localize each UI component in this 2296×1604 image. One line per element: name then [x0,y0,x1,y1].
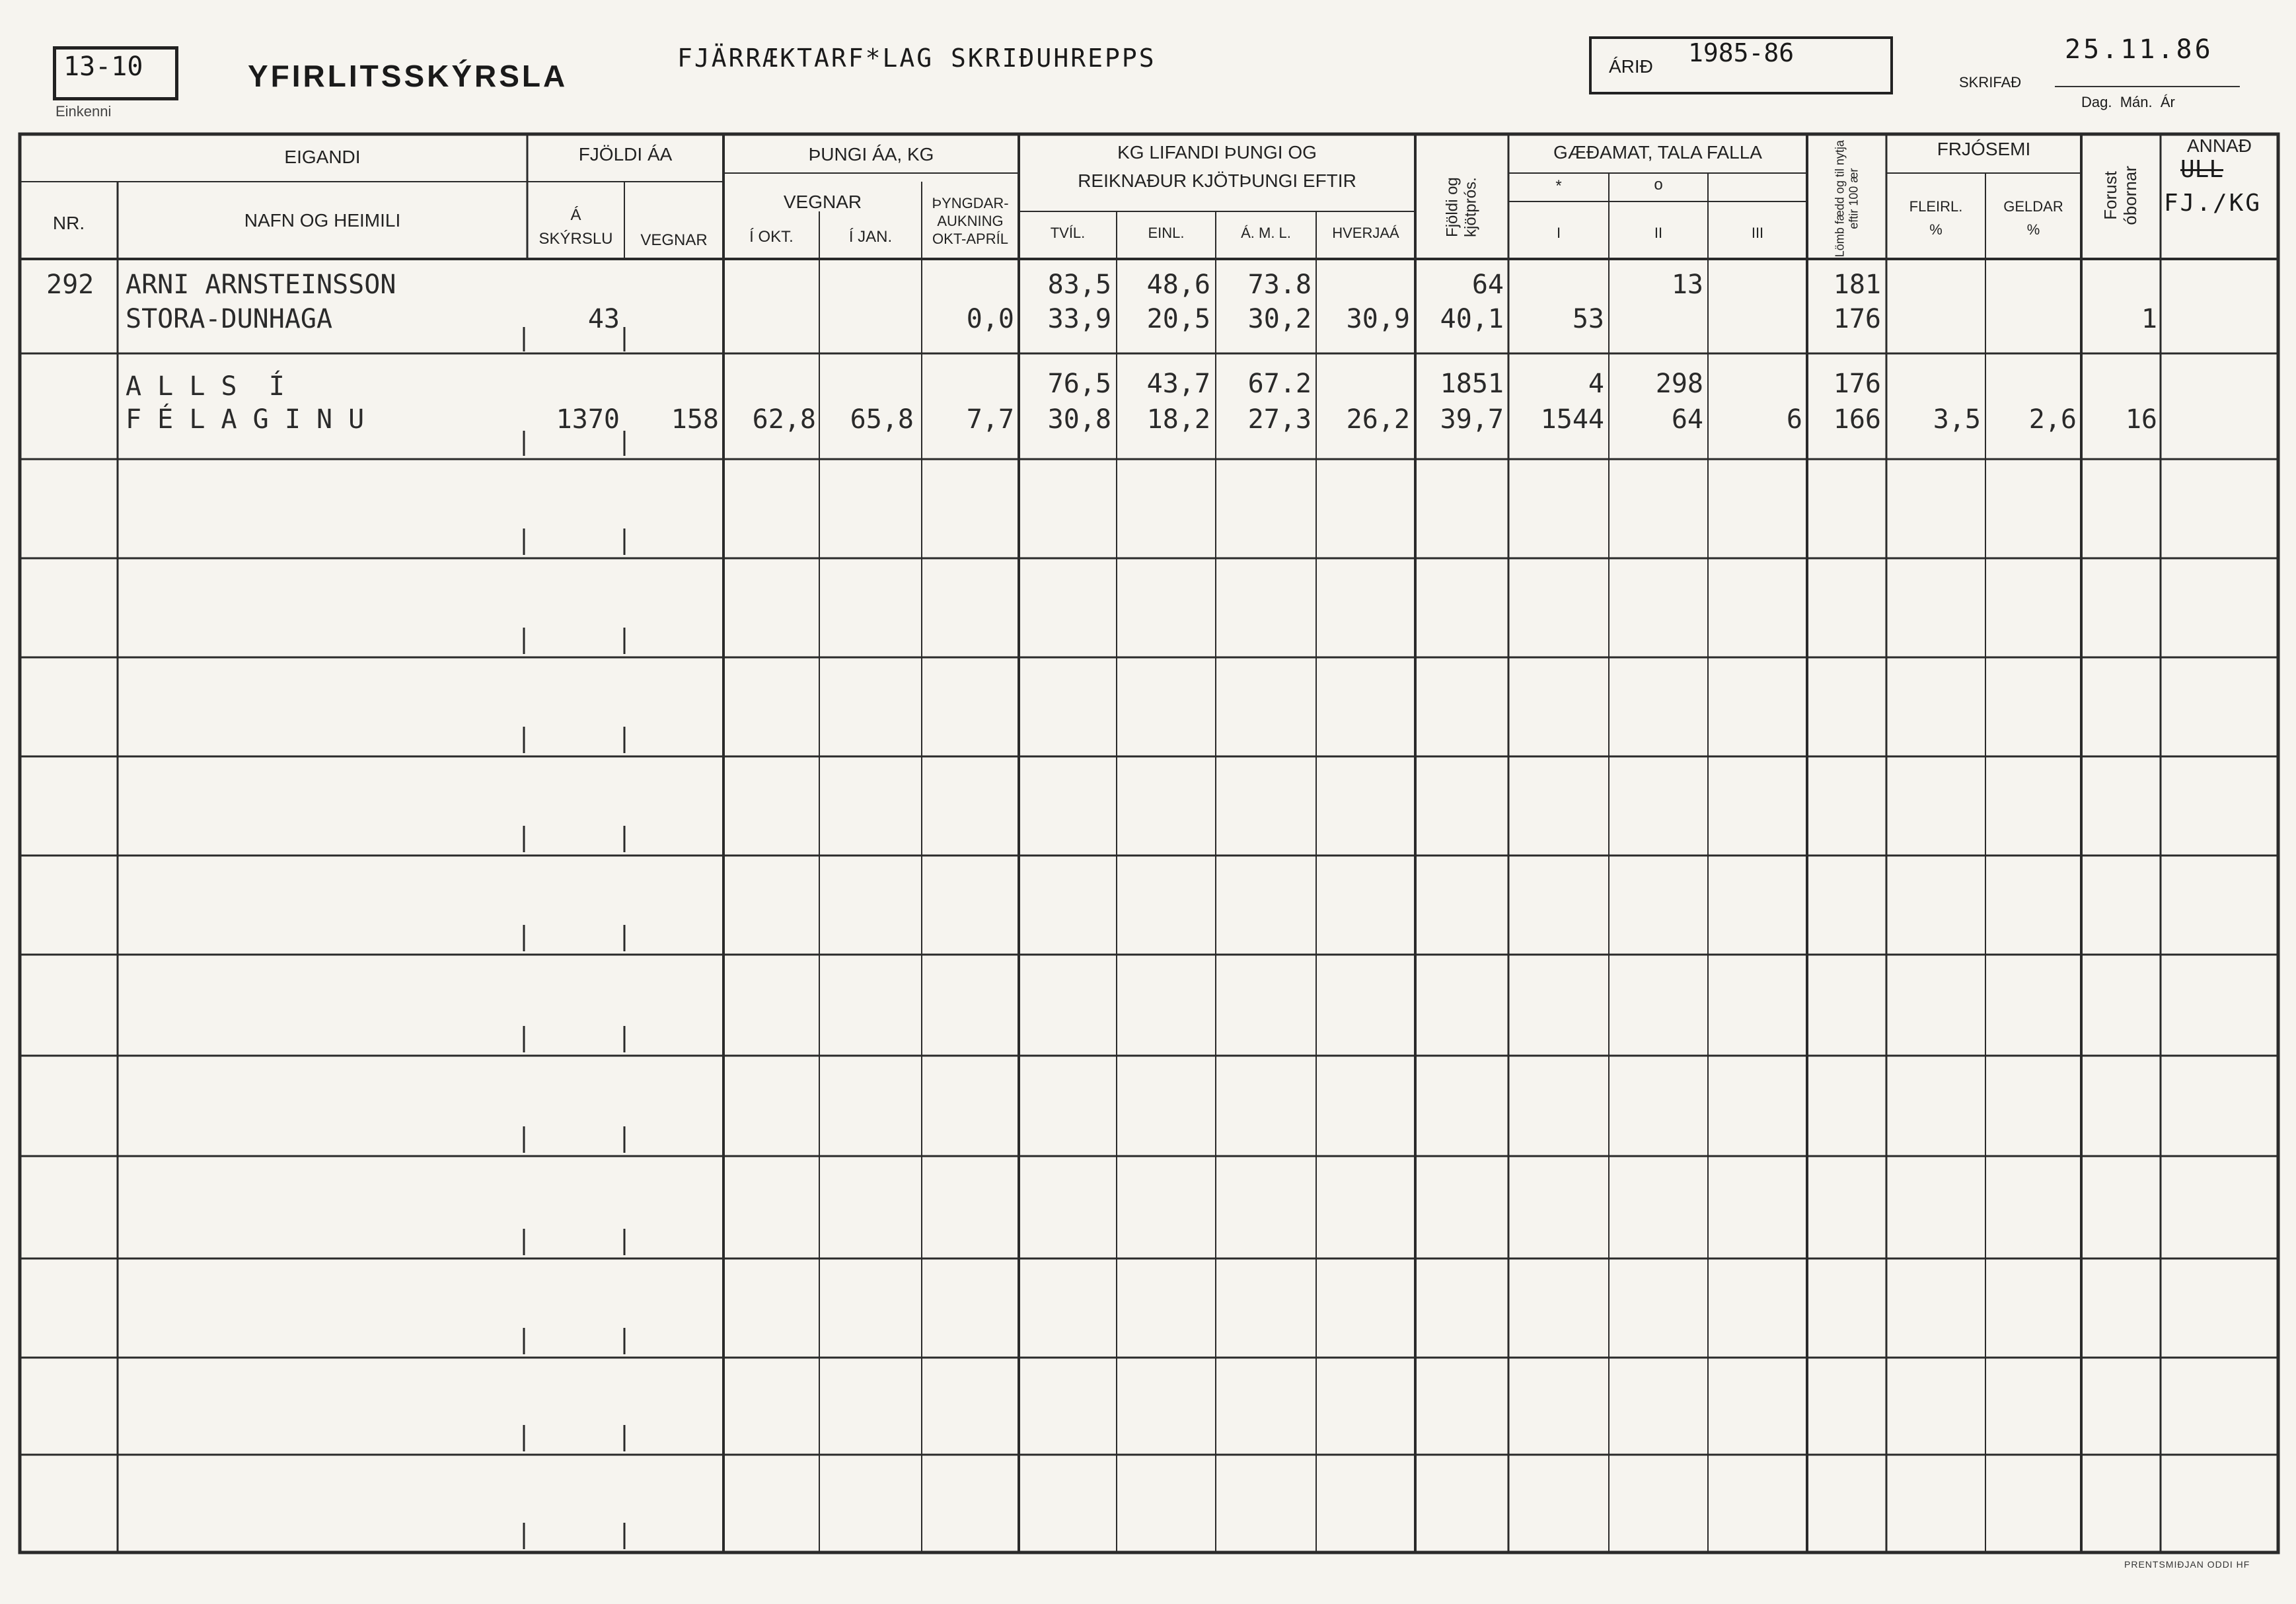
row1-g1-bot: 53 [1572,304,1604,334]
col-hverjaa: HVERJAÁ [1332,225,1399,241]
skrifad-label: SKRIFAÐ [1959,74,2022,91]
page-title: YFIRLITSSKÝRSLA [248,59,568,93]
row1-hverja-bot: 30,9 [1346,304,1410,334]
col-star: * [1555,177,1562,195]
col-annad: ANNAÐ [2186,135,2252,156]
row1-lomb-bot: 176 [1833,304,1881,334]
row2-aml-top: 67.2 [1247,369,1312,399]
date-value: 25.11.86 [2065,34,2213,65]
row1-home: STORA-DUNHAGA [126,304,333,334]
row2-lomb-top: 176 [1833,369,1881,399]
row1-aml-bot: 30,2 [1247,304,1312,334]
row2-lomb-bot: 166 [1833,404,1881,435]
col-nr: NR. [52,213,85,233]
row2-aml-bot: 27,3 [1247,404,1312,435]
col-kg-1: KG LIFANDI ÞUNGI OG [1117,142,1317,163]
col-pct1: % [1929,221,1943,238]
row2-fjoldi-bot: 39,7 [1440,404,1504,435]
row1-tvil-top: 83,5 [1047,270,1111,300]
row1-fjoldi-bot: 40,1 [1440,304,1504,334]
row2-name: A L L S Í [126,371,285,402]
row1-name: ARNI ARNSTEINSSON [126,270,396,300]
row1-g2-top: 13 [1671,270,1703,300]
col-kg-2: REIKNAÐUR KJÖTÞUNGI EFTIR [1078,170,1356,191]
col-ull-fj: FJ./KG [2164,190,2262,217]
row1-aml-top: 73.8 [1247,270,1312,300]
col-a-skyrslu-top: Á [570,206,581,224]
col-i-jan: Í JAN. [848,228,893,246]
col-vegnar2: VEGNAR [783,192,862,212]
row2-g2-top: 298 [1655,369,1703,399]
col-tvil: TVÍL. [1050,225,1086,241]
code-value: 13-10 [63,52,143,82]
row1-thyngd: 0,0 [966,304,1014,334]
row2-geldar: 2,6 [2028,404,2077,435]
row2-fjoldi-top: 1851 [1440,369,1504,399]
row2-thyngd: 7,7 [966,404,1014,435]
col-a-skyrslu-bottom: SKÝRSLU [538,230,613,248]
col-fjoldi-aa: FJÖLDI ÁA [578,144,673,164]
col-vegnar: VEGNAR [640,231,708,249]
row2-g1-top: 4 [1588,369,1604,399]
col-eigandi: EIGANDI [284,147,361,167]
col-aml: Á. M. L. [1241,225,1291,241]
year-value: 1985-86 [1688,38,1795,67]
col-gaedamat: GÆÐAMAT, TALA FALLA [1553,142,1762,163]
col-ull: ULL [2180,156,2224,183]
row2-tvil-top: 76,5 [1047,369,1111,399]
row2-g2-bot: 64 [1671,404,1703,435]
col-fleirl: FLEIRL. [1909,198,1963,215]
row1-einl-top: 48,6 [1146,270,1210,300]
row2-a-skyrslu: 1370 [556,404,620,435]
row2-g1-bot: 1544 [1540,404,1604,435]
row2-fleirl: 3,5 [1933,404,1981,435]
row2-i-okt: 62,8 [752,404,816,435]
row2-g3-bot: 6 [1786,404,1802,435]
col-thungi-aa: ÞUNGI ÁA, KG [808,144,934,164]
row1-forust-bot: 1 [2141,304,2157,334]
row2-tvil-bot: 30,8 [1047,404,1111,435]
row2-einl-bot: 18,2 [1146,404,1210,435]
row2-vegnar: 158 [671,404,719,435]
col-thyngd-2: AUKNING [937,213,1004,229]
col-circle: o [1654,176,1663,194]
col-g2: II [1654,225,1663,241]
row1-tvil-bot: 33,9 [1047,304,1111,334]
col-thyngd-3: OKT-APRÍL [932,231,1008,247]
row2-forust-bot: 16 [2125,404,2157,435]
date-caption: Dag. Mán. Ár [2081,94,2175,110]
col-geldar: GELDAR [2003,198,2063,215]
row2-home: F É L A G I N U [126,404,365,435]
row1-fjoldi-top: 64 [1471,270,1504,300]
col-thyngd-1: ÞYNGDAR- [932,195,1009,211]
row1-einl-bot: 20,5 [1146,304,1210,334]
association-name: FJÄRRÆKTARF*LAG SKRIÐUHREPPS [677,44,1156,73]
row1-lomb-top: 181 [1833,270,1881,300]
row2-i-jan: 65,8 [850,404,914,435]
printer-credit: PRENTSMIÐJAN ODDI HF [2124,1559,2250,1570]
row2-einl-top: 43,7 [1146,369,1210,399]
col-fjoldi-kjot: Fjöldi og kjötprós. [1443,177,1479,237]
einkenni-label: Einkenni [56,103,112,120]
col-forust: Forust óbornar [2100,166,2140,225]
row1-nr: 292 [46,270,94,300]
row1-a-skyrslu: 43 [587,304,620,334]
year-label: ÁRIÐ [1609,56,1653,77]
col-g1: I [1556,225,1561,241]
row2-hverja-bot: 26,2 [1346,404,1410,435]
col-nafn: NAFN OG HEIMILI [244,210,401,231]
col-lomb: Lömb fædd og til nytja eftir 100 ær [1833,140,1860,258]
col-pct2: % [2026,221,2040,238]
col-einl: EINL. [1148,225,1185,241]
col-frjosemi: FRJÓSEMI [1937,139,2031,159]
col-i-okt: Í OKT. [749,228,794,246]
col-g3: III [1751,225,1764,241]
